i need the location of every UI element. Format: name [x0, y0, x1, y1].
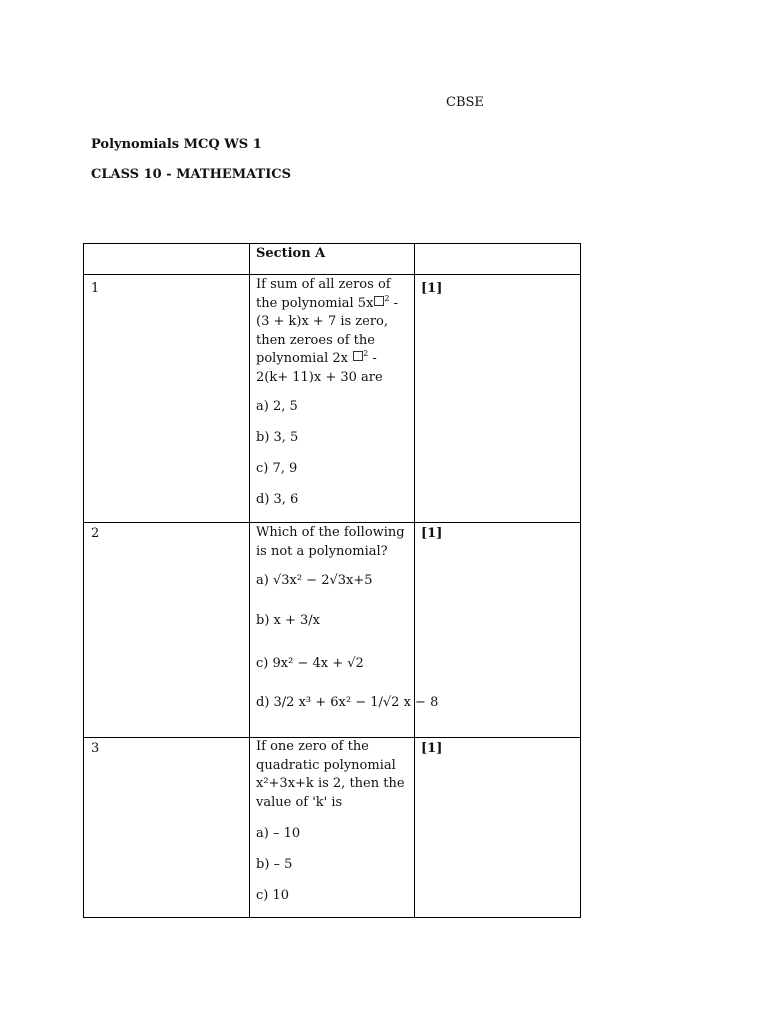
question-number: 2 [91, 526, 100, 541]
question-line: (3 + k)x + 7 is zero, [256, 314, 389, 329]
board-label: CBSE [446, 95, 484, 110]
question-line: quadratic polynomial [256, 757, 396, 773]
option-b: b) x + 3/x [256, 613, 320, 628]
option-c: c) 9x² − 4x + √2 [256, 656, 364, 671]
option-a: a) 2, 5 [256, 399, 298, 414]
question-line: then zeroes of the [256, 332, 375, 348]
question-line: If one zero of the [256, 739, 369, 754]
question-text [256, 276, 408, 387]
question-text [256, 524, 408, 561]
table-row-divider [83, 522, 581, 523]
question-number: 3 [91, 741, 100, 756]
question-line: 2(k+ 11)x + 30 are [256, 369, 383, 385]
marks-label: [1] [421, 526, 443, 541]
worksheet-title: Polynomials MCQ WS 1 [91, 137, 262, 152]
table-row-divider [83, 274, 581, 275]
table-column-divider [249, 243, 250, 918]
option-a: a) – 10 [256, 826, 301, 841]
table-border-bottom [83, 917, 581, 918]
table-column-divider [414, 243, 415, 918]
table-border-right [580, 243, 581, 918]
table-border-top [83, 243, 581, 244]
option-a: a) √3x² − 2√3x+5 [256, 573, 373, 588]
missing-glyph-box [374, 296, 384, 306]
question-line: is not a polynomial? [256, 543, 388, 559]
question-line: Which of the following [256, 525, 405, 540]
marks-label: [1] [421, 281, 443, 296]
question-text [256, 738, 408, 812]
option-b: b) – 5 [256, 857, 293, 872]
option-b: b) 3, 5 [256, 430, 299, 445]
question-number: 1 [91, 281, 100, 296]
question-line: If sum of all zeros of [256, 277, 391, 292]
marks-label: [1] [421, 741, 443, 756]
class-title: CLASS 10 - MATHEMATICS [91, 167, 292, 182]
section-heading: Section A [256, 246, 326, 261]
table-border-left [83, 243, 84, 918]
missing-glyph-box [353, 351, 363, 361]
question-line: polynomial 2x $^2$ - [256, 349, 377, 366]
option-c: c) 7, 9 [256, 461, 298, 476]
option-d: d) 3/2 x³ + 6x² − 1/√2 x − 8 [256, 695, 439, 710]
option-d: d) 3, 6 [256, 492, 299, 507]
question-line: x²+3x+k is 2, then the [256, 776, 405, 791]
option-c: c) 10 [256, 888, 290, 903]
question-line: value of 'k' is [256, 794, 343, 810]
question-line: the polynomial 5x $^2$ - [256, 293, 399, 311]
